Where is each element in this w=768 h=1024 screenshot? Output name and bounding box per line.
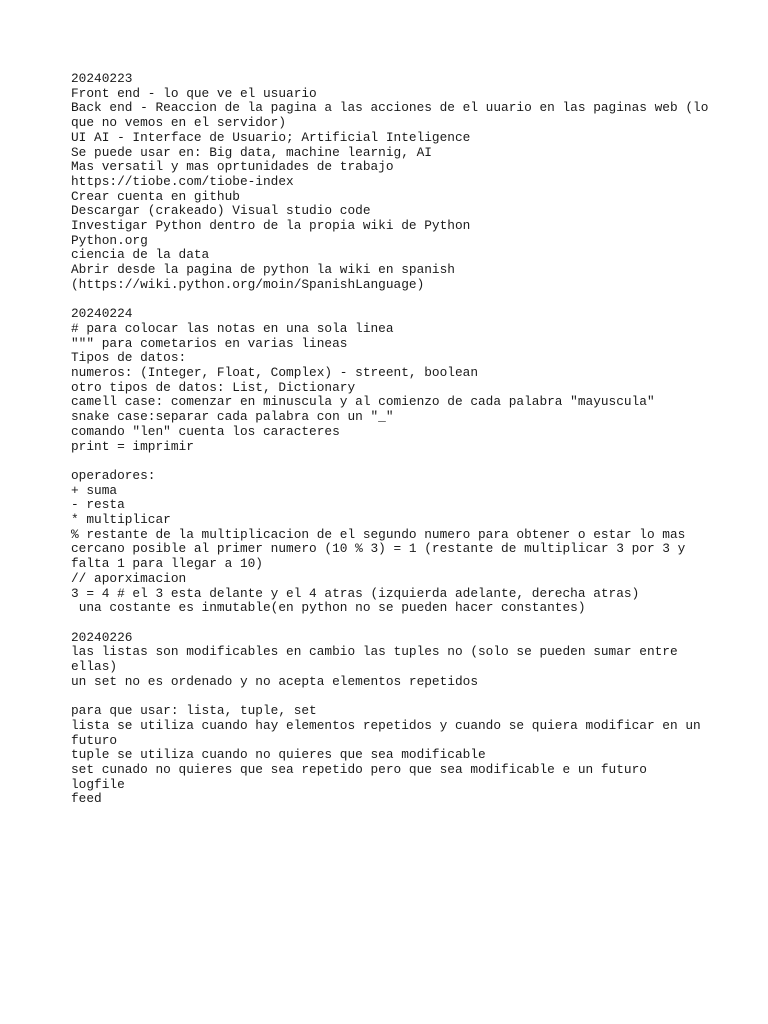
text-line: print = imprimir: [71, 438, 194, 454]
text-line: Investigar Python dentro de la propia wiki de Python: [71, 218, 471, 234]
text-line: las listas son modificables en cambio las tuples no (solo se pueden sumar entre ellas): [71, 644, 686, 675]
date-heading: 20240223: [71, 71, 133, 86]
text-line: UI AI - Interface de Usuario; Artificial Inteligence: [71, 129, 471, 145]
text-line: 3 = 4 # el 3 esta delante y el 4 atras (izquierda adelante, derecha atras): [71, 585, 640, 601]
blank-line: [71, 293, 711, 308]
text-line: // aporximacion: [71, 570, 187, 586]
text-line: ciencia de la data: [71, 247, 210, 263]
text-line: para que usar: lista, tuple, set: [71, 703, 317, 719]
text-line: Descargar (crakeado) Visual studio code: [71, 203, 371, 219]
text-line: * multiplicar: [71, 512, 171, 528]
blank-line: [71, 616, 711, 631]
blank-line: [71, 689, 711, 704]
notes-section-20240226: [71, 631, 711, 690]
text-line: # para colocar las notas en una sola linea: [71, 320, 394, 336]
text-line: snake case:separar cada palabra con un "_": [71, 409, 394, 425]
notes-section-operadores: [71, 469, 711, 616]
text-line: una costante es inmutable(en python no se pueden hacer constantes): [71, 600, 586, 616]
url-line: (https://wiki.python.org/moin/SpanishLanguage): [71, 276, 425, 292]
text-line: Tipos de datos:: [71, 350, 187, 366]
text-line: otro tipos de datos: List, Dictionary: [71, 379, 356, 395]
text-line: Front end - lo que ve el usuario: [71, 85, 317, 101]
text-line: comando "len" cuenta los caracteres: [71, 423, 340, 439]
text-line: camell case: comenzar en minuscula y al comienzo de cada palabra "mayuscula": [71, 394, 655, 410]
text-line: """ para cometarios en varias lineas: [71, 335, 348, 351]
notes-section-para-que-usar: [71, 704, 711, 807]
date-heading: 20240224: [71, 306, 133, 322]
text-line: Se puede usar en: Big data, machine learnig, AI: [71, 144, 432, 160]
text-line: set cunado no quieres que sea repetido pero que sea modificable e un futuro: [71, 761, 647, 777]
text-line: logfile: [71, 776, 125, 792]
text-line: tuple se utiliza cuando no quieres que sea modificable: [71, 747, 486, 763]
text-line: - resta: [71, 497, 125, 513]
notes-section-20240223: [71, 71, 717, 293]
text-line: Back end - Reaccion de la pagina a las acciones de el uuario en las paginas web (lo que no vemos en el servidor): [71, 100, 717, 131]
text-line: + suma: [71, 482, 118, 498]
text-line: % restante de la multiplicacion de el segundo numero para obtener o estar lo mas cercano posible al primer numero (10 % 3) = 1 (restante de multiplicar 3 por 3 y falta 1 para llegar a 10): [71, 526, 694, 572]
text-line: numeros: (Integer, Float, Complex) - streent, boolean: [71, 365, 479, 381]
notes-section-20240224: [71, 307, 711, 454]
text-line: feed: [71, 791, 102, 807]
blank-line: [71, 454, 711, 469]
text-line: Mas versatil y mas oprtunidades de trabajo: [71, 159, 394, 175]
text-line: Python.org: [71, 232, 148, 248]
text-line: un set no es ordenado y no acepta elementos repetidos: [71, 673, 479, 689]
url-line: https://tiobe.com/tiobe-index: [71, 173, 294, 189]
text-line: Crear cuenta en github: [71, 188, 240, 204]
document-page: [71, 71, 717, 807]
date-heading: 20240226: [71, 629, 133, 645]
section-heading: operadores:: [71, 467, 156, 483]
text-line: Abrir desde la pagina de python la wiki en spanish: [71, 262, 455, 278]
text-line: lista se utiliza cuando hay elementos repetidos y cuando se quiera modificar en un futuro: [71, 717, 709, 748]
